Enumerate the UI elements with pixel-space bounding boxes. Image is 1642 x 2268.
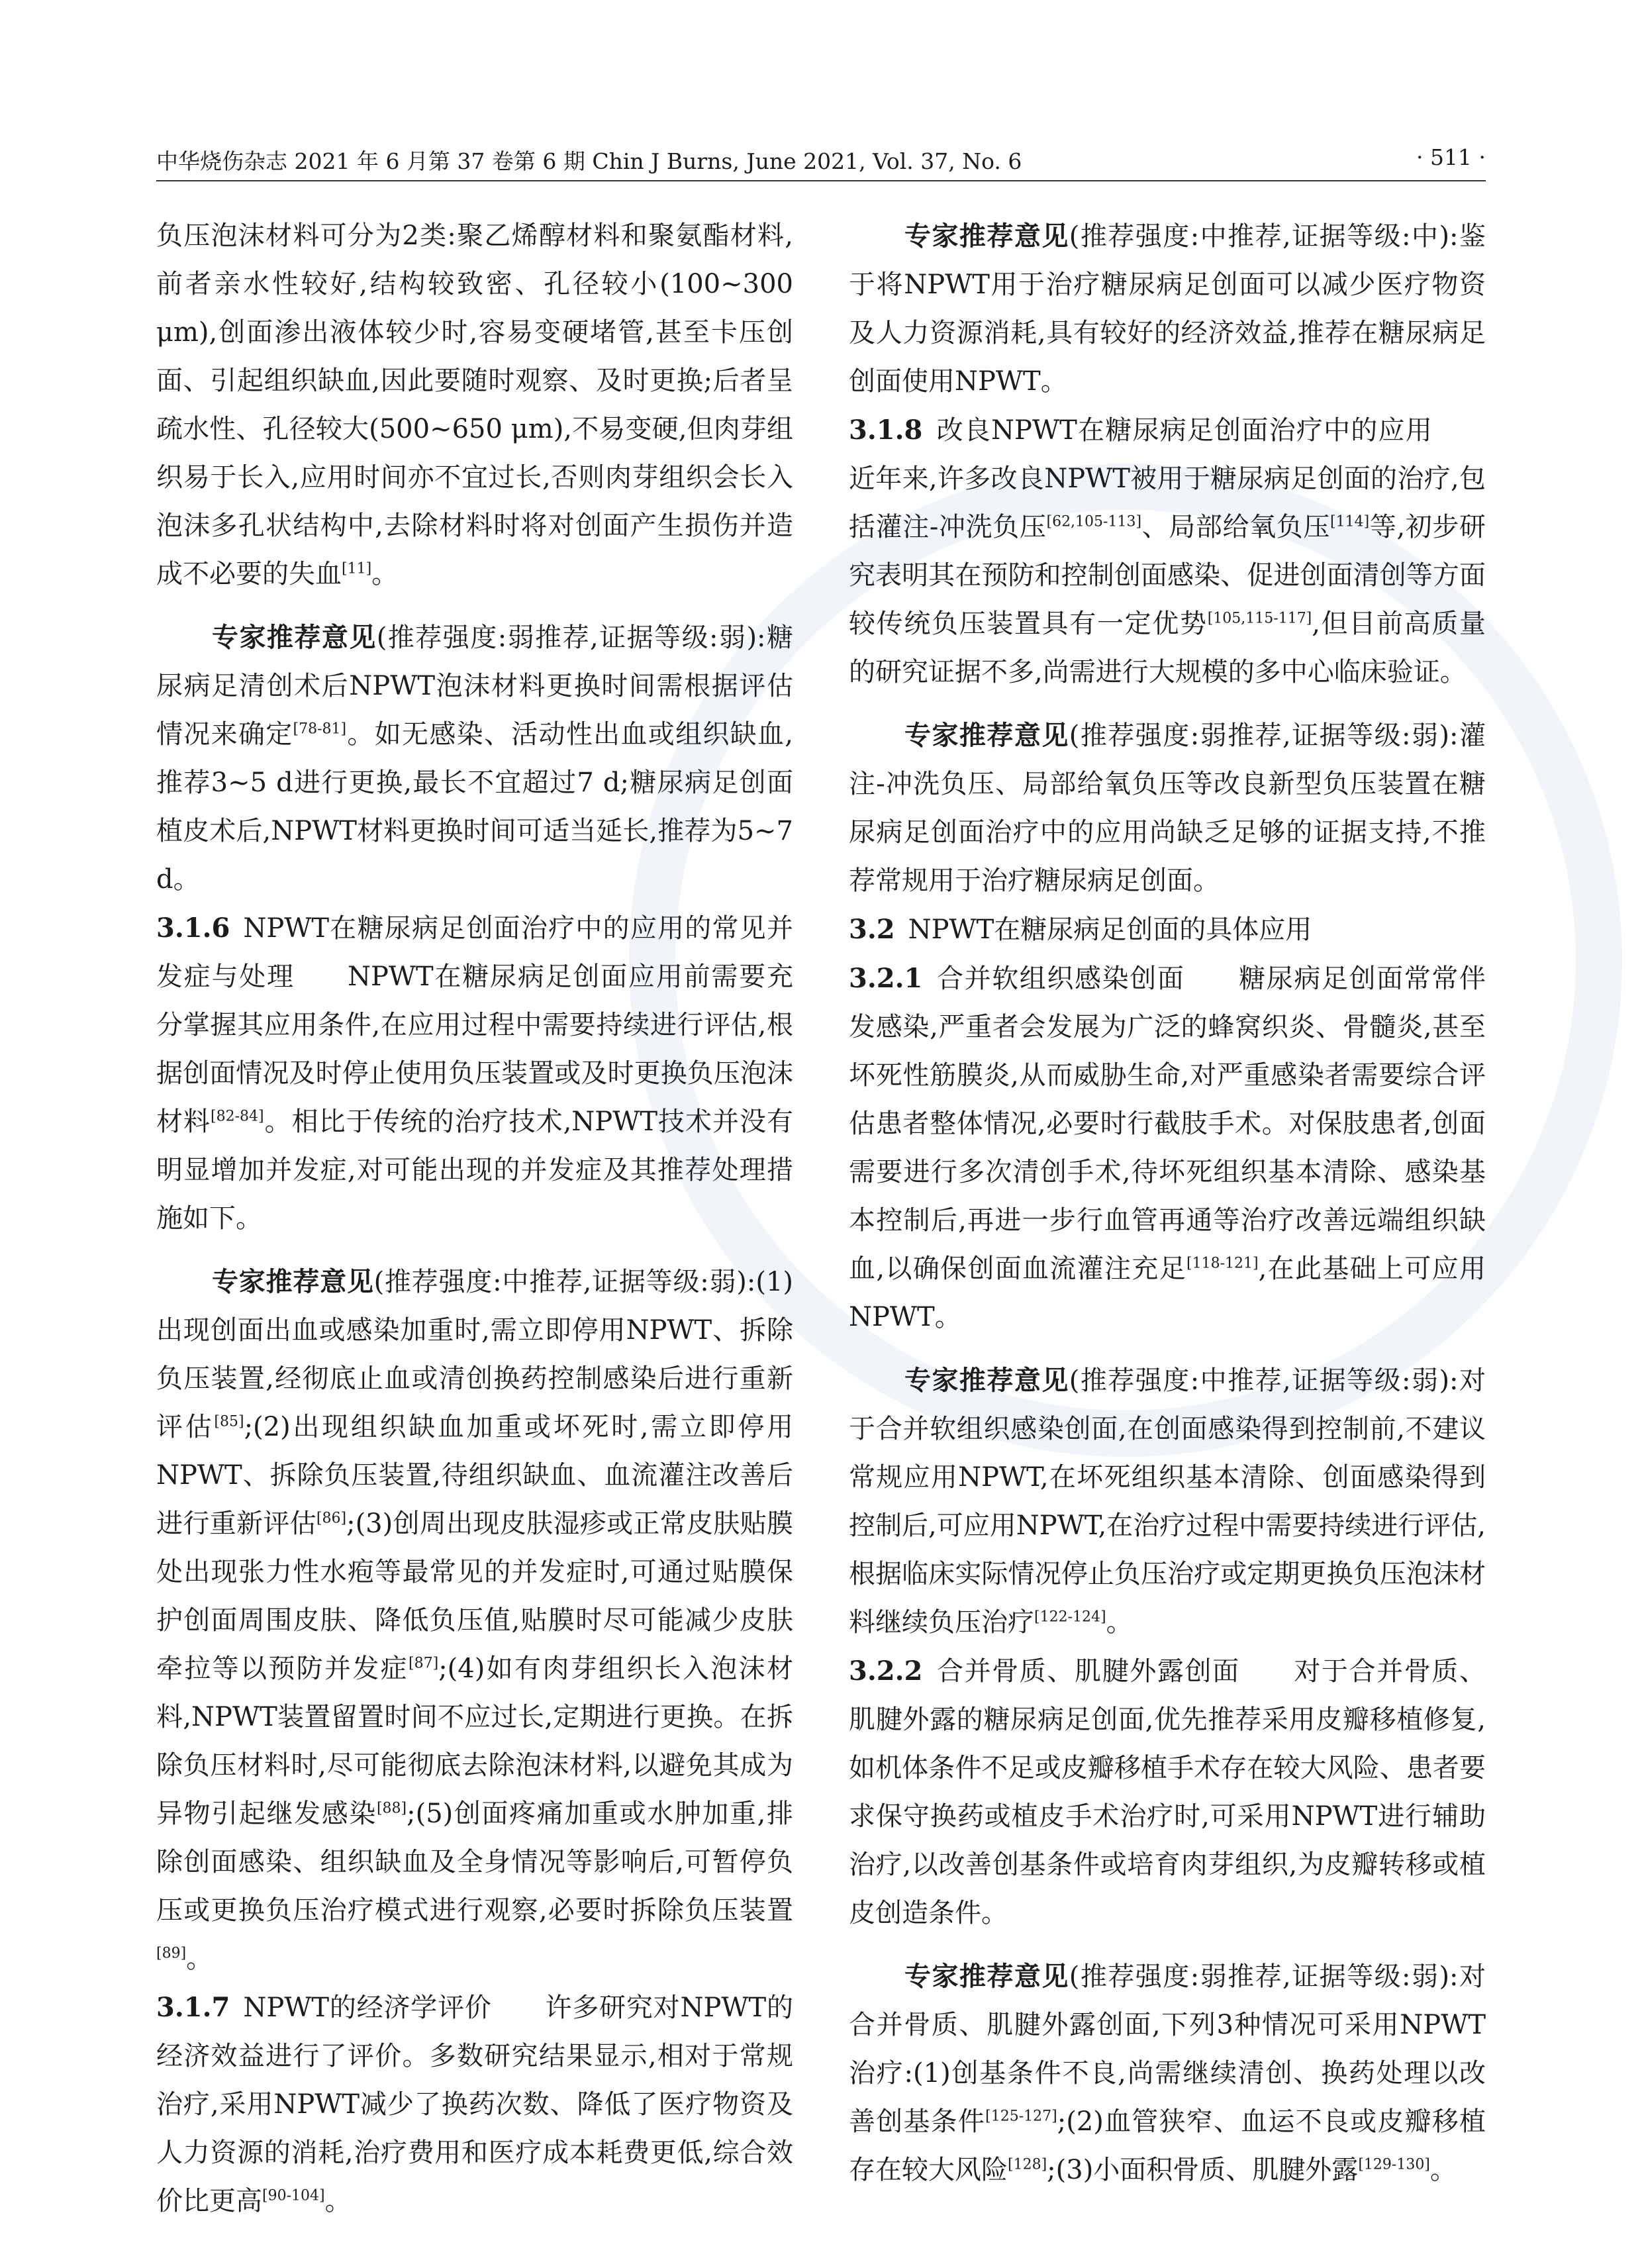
- section-title: NPWT的经济学评价: [243, 1993, 492, 2023]
- section-title: NPWT在糖尿病足创面的具体应用: [908, 914, 1312, 945]
- citation: [128]: [1008, 2156, 1047, 2173]
- citation: [62,105-113]: [1046, 513, 1142, 530]
- journal-citation: 中华烧伤杂志 2021 年 6 月第 37 卷第 6 期 Chin J Burns, June 2021, Vol. 37, No. 6: [156, 148, 1022, 174]
- recommendation-label: 专家推荐意见: [904, 221, 1069, 252]
- citation: [85]: [214, 1413, 244, 1430]
- section-number: 3.2.1: [849, 963, 923, 994]
- section-title: 合并骨质、肌腱外露创面: [936, 1656, 1240, 1687]
- citation: [88]: [376, 1800, 407, 1817]
- recommendation-modified-npwt: 专家推荐意见(推荐强度:弱推荐,证据等级:弱):灌注-冲洗负压、局部给氧负压等改良新型负压装置在糖尿病足创面治疗中的应用尚缺乏足够的证据支持,不推荐常规用于治疗糖尿病足创面。: [849, 720, 1486, 896]
- citation: [129-130]: [1358, 2156, 1430, 2173]
- section-3-1-7: 3.1.7 NPWT的经济学评价 许多研究对NPWT的经济效益进行了评价。多数研究结果显示,相对于常规治疗,采用NPWT减少了换药次数、降低了医疗物资及人力资源的消耗,治疗费用和医疗成本耗费更低,综合效价比更高[90-104]。: [156, 1992, 793, 2216]
- running-header: [156, 144, 1486, 181]
- page-number: · 511 ·: [1416, 144, 1486, 170]
- recommendation-economic: 专家推荐意见(推荐强度:中推荐,证据等级:中):鉴于将NPWT用于治疗糖尿病足创面可以减少医疗物资及人力资源消耗,具有较好的经济效益,推荐在糖尿病足创面使用NPWT。: [849, 221, 1486, 397]
- section-3-1-6: 3.1.6 NPWT在糖尿病足创面治疗中的应用的常见并发症与处理 NPWT在糖尿病足创面应用前需要充分掌握其应用条件,在应用过程中需要持续进行评估,根据创面情况及时停止使用负压装置或及时更换负压泡沫材料[82-84]。相比于传统的治疗技术,NPWT技术并没有明显增加并发症,对可能出现的并发症及其推荐处理措施如下。: [156, 912, 794, 1234]
- left-column: [156, 212, 793, 2226]
- citation: [89]: [156, 1945, 187, 1962]
- section-title: 改良NPWT在糖尿病足创面治疗中的应用: [936, 415, 1433, 446]
- citation: [78-81]: [293, 720, 347, 738]
- recommendation-soft-tissue: 专家推荐意见(推荐强度:中推荐,证据等级:弱):对于合并软组织感染创面,在创面感染得到控制前,不建议常规应用NPWT,在坏死组织基本清除、创面感染得到控制后,可应用NPWT,在治疗过程中需要持续进行评估,根据临床实际情况停止负压治疗或定期更换负压泡沫材料继续负压治疗[122-124]。: [849, 1365, 1486, 1638]
- section-title: 合并软组织感染创面: [936, 963, 1185, 994]
- section-title: NPWT在糖尿病足创面治疗中的应用的常见并发症与处理: [156, 913, 793, 992]
- citation: [118-121]: [1186, 1255, 1259, 1272]
- recommendation-label: 专家推荐意见: [212, 1266, 374, 1297]
- section-number: 3.1.8: [849, 415, 923, 446]
- citation: [114]: [1330, 513, 1370, 530]
- section-number: 3.1.7: [156, 1992, 230, 2023]
- recommendation-label: 专家推荐意见: [212, 622, 377, 653]
- citation: [11]: [342, 560, 372, 577]
- citation: [105,115-117]: [1207, 610, 1312, 627]
- section-number: 3.2: [849, 914, 895, 945]
- citation: [82-84]: [211, 1108, 264, 1125]
- recommendation-foam-change: 专家推荐意见(推荐强度:弱推荐,证据等级:弱):糖尿病足清创术后NPWT泡沫材料更换时间需根据评估情况来确定[78-81]。如无感染、活动性出血或组织缺血,推荐3~5 d进行更换,最长不宜超过7 d;糖尿病足创面植皮术后,NPWT材料更换时间可适当延长,推荐为5~7 d。: [156, 622, 794, 895]
- section-number: 3.2.2: [849, 1655, 923, 1687]
- section-3-2-2: 3.2.2 合并骨质、肌腱外露创面 对于合并骨质、肌腱外露的糖尿病足创面,优先推荐采用皮瓣移植修复,如机体条件不足或皮瓣移植手术存在较大风险、患者要求保守换药或植皮手术治疗时,可采用NPWT进行辅助治疗,以改善创基条件或培育肉芽组织,为皮瓣转移或植皮创造条件。: [849, 1655, 1486, 1928]
- section-3-2: [849, 905, 1486, 954]
- section-number: 3.1.6: [156, 912, 230, 944]
- paragraph-foam-materials: 负压泡沫材料可分为2类:聚乙烯醇材料和聚氨酯材料,前者亲水性较好,结构较致密、孔径较小(100~300 μm),创面渗出液体较少时,容易变硬堵管,甚至卡压创面、引起组织缺血,因此要随时观察、及时更换;后者呈疏水性、孔径较大(500~650 μm),不易变硬,但肉芽组织易于长入,应用时间亦不宜过长,否则肉芽组织会长入泡沫多孔状结构中,去除材料时将对创面产生损伤并造成不必要的失血[11]。: [156, 221, 793, 589]
- citation: [125-127]: [985, 2108, 1057, 2125]
- citation: [86]: [316, 1510, 347, 1527]
- section-3-2-1: 3.2.1 合并软组织感染创面 糖尿病足创面常常伴发感染,严重者会发展为广泛的蜂窝织炎、骨髓炎,甚至坏死性筋膜炎,从而威胁生命,对严重感染者需要综合评估患者整体情况,必要时行截肢手术。对保肢患者,创面需要进行多次清创手术,待坏死组织基本清除、感染基本控制后,再进一步行血管再通等治疗改善远端组织缺血,以确保创面血流灌注充足[118-121],在此基础上可应用NPWT。: [849, 963, 1486, 1332]
- right-column: [849, 212, 1486, 2194]
- recommendation-label: 专家推荐意见: [904, 720, 1069, 751]
- recommendation-exposed-bone: 专家推荐意见(推荐强度:弱推荐,证据等级:弱):对合并骨质、肌腱外露创面,下列3种情况可采用NPWT治疗:(1)创基条件不良,尚需继续清创、换药处理以改善创基条件[125-127];(2)血管狭窄、血运不良或皮瓣移植存在较大风险[128];(3)小面积骨质、肌腱外露[129-130]。: [849, 1961, 1486, 2185]
- citation: [90-104]: [262, 2187, 325, 2204]
- section-3-1-8: 3.1.8 改良NPWT在糖尿病足创面治疗中的应用 近年来,许多改良NPWT被用于糖尿病足创面的治疗,包括灌注-冲洗负压[62,105-113]、局部给氧负压[114]等,初步研究表明其在预防和控制创面感染、促进创面清创等方面较传统负压装置具有一定优势[105,115-117],但目前高质量的研究证据不多,尚需进行大规模的多中心临床验证。: [849, 415, 1486, 687]
- citation: [122-124]: [1034, 1608, 1106, 1626]
- recommendation-label: 专家推荐意见: [904, 1365, 1069, 1396]
- recommendation-complications: 专家推荐意见(推荐强度:中推荐,证据等级:弱):(1)出现创面出血或感染加重时,需立即停用NPWT、拆除负压装置,经彻底止血或清创换药控制感染后进行重新评估[85];(2)出现组织缺血加重或坏死时,需立即停用NPWT、拆除负压装置,待组织缺血、血流灌注改善后进行重新评估[86];(3)创周出现皮肤湿疹或正常皮肤贴膜处出现张力性水疱等最常见的并发症时,可通过贴膜保护创面周围皮肤、降低负压值,贴膜时尽可能减少皮肤牵拉等以预防并发症[87];(4)如有肉芽组织长入泡沫材料,NPWT装置留置时间不应过长,定期进行更换。在拆除负压材料时,尽可能彻底去除泡沫材料,以避免其成为异物引起继发感染[88];(5)创面疼痛加重或水肿加重,排除创面感染、组织缺血及全身情况等影响后,可暂停负压或更换负压治疗模式进行观察,必要时拆除负压装置[89]。: [156, 1266, 794, 1974]
- recommendation-label: 专家推荐意见: [904, 1961, 1069, 1992]
- citation: [87]: [409, 1655, 439, 1672]
